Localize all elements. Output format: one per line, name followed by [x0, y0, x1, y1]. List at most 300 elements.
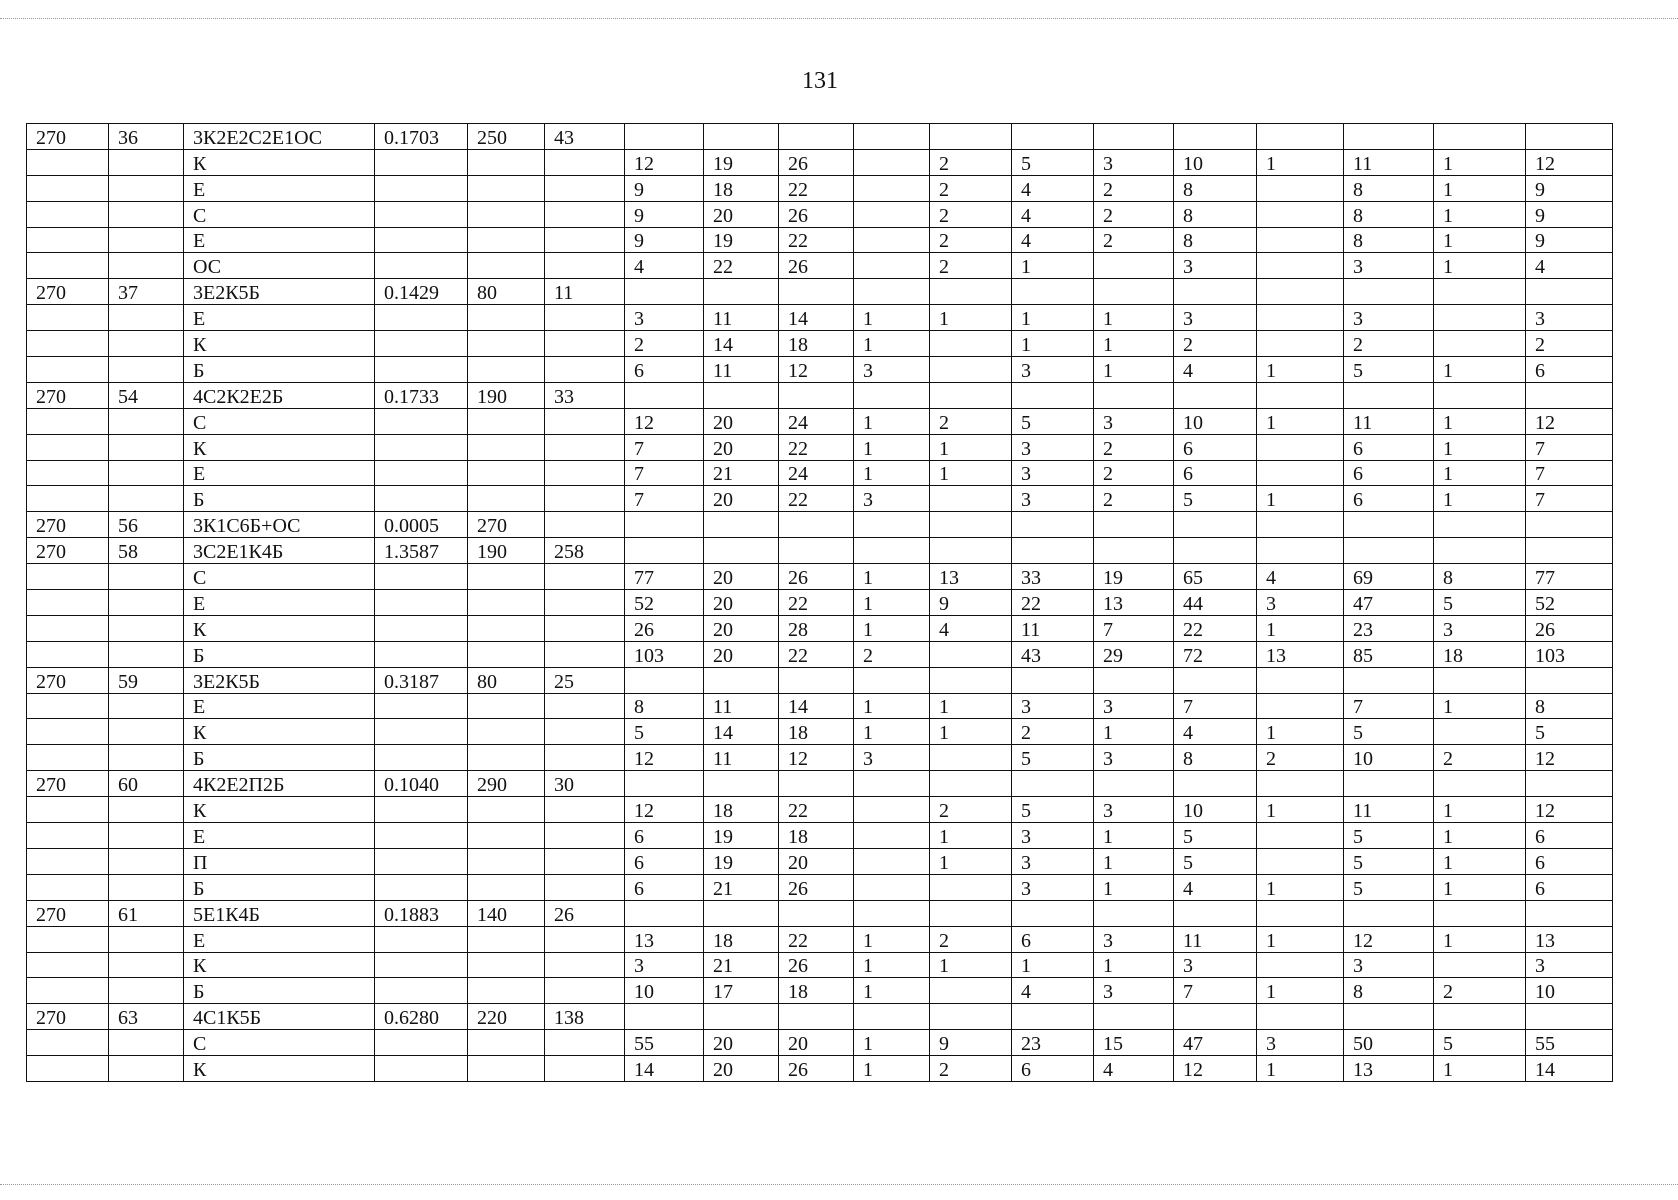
table-cell: [930, 279, 1012, 305]
table-cell: [545, 978, 625, 1004]
table-cell: 7: [1174, 693, 1257, 719]
table-cell: 6: [1526, 848, 1613, 874]
table-cell: 1: [930, 305, 1012, 331]
table-cell: [854, 227, 930, 253]
table-cell: 2: [1257, 745, 1344, 771]
table-cell: 13: [1344, 1056, 1434, 1082]
table-cell: [109, 693, 184, 719]
table-cell: [375, 331, 468, 357]
table-cell: [1526, 1004, 1613, 1030]
table-cell: 12: [1526, 408, 1613, 434]
table-cell: 2: [1434, 978, 1526, 1004]
table-cell: 0.0005: [375, 512, 468, 538]
table-cell: 1: [1257, 926, 1344, 952]
table-cell: [375, 745, 468, 771]
table-cell: 7: [625, 460, 704, 486]
table-cell: 5: [1012, 797, 1094, 823]
table-cell: [930, 641, 1012, 667]
table-cell: 8: [1344, 175, 1434, 201]
table-cell: Е: [184, 590, 375, 616]
page-number: 131: [802, 68, 838, 94]
table-cell: 8: [1174, 201, 1257, 227]
table-cell: [930, 124, 1012, 150]
table-cell: [109, 227, 184, 253]
table-cell: [1174, 771, 1257, 797]
table-cell: К: [184, 719, 375, 745]
table-cell: 3: [1012, 848, 1094, 874]
table-cell: [1526, 667, 1613, 693]
table-cell: 36: [109, 124, 184, 150]
table-cell: 6: [1344, 460, 1434, 486]
table-cell: [109, 434, 184, 460]
table-cell: [27, 331, 109, 357]
table-cell: 270: [27, 1004, 109, 1030]
table-cell: 20: [704, 408, 779, 434]
table-cell: 4: [1094, 1056, 1174, 1082]
table-cell: 10: [1344, 745, 1434, 771]
table-cell: [704, 771, 779, 797]
table-cell: 30: [545, 771, 625, 797]
table-cell: [854, 175, 930, 201]
table-cell: [930, 486, 1012, 512]
table-cell: 6: [1344, 486, 1434, 512]
table-cell: [375, 719, 468, 745]
table-cell: [1257, 331, 1344, 357]
table-cell: 1: [1434, 797, 1526, 823]
table-cell: 9: [1526, 175, 1613, 201]
table-cell: [109, 486, 184, 512]
table-cell: 1: [1257, 149, 1344, 175]
table-cell: 1: [1257, 615, 1344, 641]
table-cell: 8: [1174, 227, 1257, 253]
scan-edge-top: [0, 18, 1678, 19]
table-cell: 2: [1174, 331, 1257, 357]
table-cell: 5: [1174, 823, 1257, 849]
table-cell: [1257, 175, 1344, 201]
table-cell: [109, 1030, 184, 1056]
table-cell: [1094, 253, 1174, 279]
table-cell: [1344, 771, 1434, 797]
table-row: [27, 382, 1613, 408]
table-cell: 258: [545, 538, 625, 564]
table-row: [27, 512, 1613, 538]
table-cell: [27, 305, 109, 331]
table-cell: 6: [1526, 874, 1613, 900]
table-cell: 11: [704, 357, 779, 383]
table-cell: [930, 978, 1012, 1004]
table-row: [27, 460, 1613, 486]
table-cell: [27, 590, 109, 616]
table-cell: [27, 641, 109, 667]
table-cell: [27, 719, 109, 745]
table-cell: [27, 874, 109, 900]
table-cell: 2: [1094, 227, 1174, 253]
table-cell: Е: [184, 175, 375, 201]
table-cell: [1526, 382, 1613, 408]
table-row: [27, 823, 1613, 849]
table-cell: [1434, 331, 1526, 357]
table-cell: 5: [1012, 408, 1094, 434]
table-cell: 20: [704, 590, 779, 616]
table-row: [27, 253, 1613, 279]
table-cell: 26: [779, 149, 854, 175]
table-cell: [930, 667, 1012, 693]
table-cell: [545, 590, 625, 616]
table-cell: 0.3187: [375, 667, 468, 693]
table-cell: [1257, 667, 1344, 693]
table-cell: [109, 331, 184, 357]
table-cell: 5: [1174, 486, 1257, 512]
table-cell: 2: [1526, 331, 1613, 357]
table-cell: 22: [779, 227, 854, 253]
table-cell: 23: [1344, 615, 1434, 641]
table-cell: [375, 848, 468, 874]
table-cell: 1: [1257, 1056, 1344, 1082]
table-cell: [545, 175, 625, 201]
table-cell: 13: [1526, 926, 1613, 952]
table-cell: 1: [854, 305, 930, 331]
table-cell: 1: [1434, 693, 1526, 719]
table-cell: [375, 978, 468, 1004]
table-cell: [1094, 900, 1174, 926]
table-cell: 6: [1526, 823, 1613, 849]
table-cell: [1257, 434, 1344, 460]
table-cell: 0.1040: [375, 771, 468, 797]
table-cell: 12: [625, 408, 704, 434]
table-cell: 190: [468, 382, 545, 408]
table-cell: 22: [779, 175, 854, 201]
table-cell: [109, 253, 184, 279]
table-cell: [779, 279, 854, 305]
table-cell: 33: [1012, 564, 1094, 590]
table-cell: [1012, 124, 1094, 150]
table-cell: 270: [27, 279, 109, 305]
table-cell: 3: [854, 357, 930, 383]
table-cell: [1094, 1004, 1174, 1030]
table-cell: 7: [1174, 978, 1257, 1004]
table-cell: 18: [779, 331, 854, 357]
table-cell: [375, 952, 468, 978]
table-cell: [1344, 512, 1434, 538]
table-row: [27, 900, 1613, 926]
table-cell: [1434, 538, 1526, 564]
table-cell: [468, 874, 545, 900]
table-cell: 3: [1012, 874, 1094, 900]
table-cell: 8: [1434, 564, 1526, 590]
table-cell: 2: [1094, 460, 1174, 486]
table-cell: 1: [1434, 408, 1526, 434]
table-cell: [1257, 771, 1344, 797]
table-cell: 37: [109, 279, 184, 305]
table-cell: 52: [625, 590, 704, 616]
table-cell: [1094, 124, 1174, 150]
table-cell: [375, 408, 468, 434]
table-cell: 2: [1094, 201, 1174, 227]
table-cell: [545, 848, 625, 874]
table-cell: [468, 1056, 545, 1082]
table-cell: 26: [779, 253, 854, 279]
table-cell: [854, 900, 930, 926]
table-cell: 18: [779, 978, 854, 1004]
table-cell: К: [184, 434, 375, 460]
table-cell: 60: [109, 771, 184, 797]
table-cell: [27, 486, 109, 512]
table-cell: 26: [779, 952, 854, 978]
table-cell: [1434, 667, 1526, 693]
table-cell: [375, 590, 468, 616]
table-cell: 0.1429: [375, 279, 468, 305]
table-cell: [109, 460, 184, 486]
table-cell: 21: [704, 460, 779, 486]
table-cell: [1526, 538, 1613, 564]
table-cell: 65: [1174, 564, 1257, 590]
table-cell: 6: [1174, 460, 1257, 486]
table-cell: 1: [1257, 357, 1344, 383]
table-cell: [704, 124, 779, 150]
table-cell: [930, 1004, 1012, 1030]
table-cell: 1: [1434, 149, 1526, 175]
table-row: [27, 124, 1613, 150]
table-cell: 26: [779, 564, 854, 590]
table-cell: [109, 357, 184, 383]
table-cell: 2: [930, 797, 1012, 823]
table-cell: [625, 667, 704, 693]
table-row: [27, 641, 1613, 667]
table-cell: 1: [854, 1056, 930, 1082]
table-cell: 1: [1257, 797, 1344, 823]
table-cell: 5: [1012, 745, 1094, 771]
table-cell: 5: [1344, 848, 1434, 874]
table-cell: [109, 149, 184, 175]
table-cell: 59: [109, 667, 184, 693]
table-cell: [27, 175, 109, 201]
table-cell: 3: [1526, 305, 1613, 331]
table-cell: [545, 1056, 625, 1082]
table-cell: [1174, 382, 1257, 408]
table-cell: 0.1703: [375, 124, 468, 150]
table-cell: [930, 331, 1012, 357]
scan-edge-bottom: [0, 1184, 1678, 1185]
table-cell: 13: [930, 564, 1012, 590]
table-cell: 77: [1526, 564, 1613, 590]
table-cell: 1: [1094, 719, 1174, 745]
table-cell: [468, 460, 545, 486]
table-cell: [545, 641, 625, 667]
table-cell: [468, 175, 545, 201]
table-cell: 2: [1012, 719, 1094, 745]
table-body: [27, 124, 1613, 1082]
table-cell: 1: [854, 719, 930, 745]
table-cell: [27, 434, 109, 460]
table-cell: 15: [1094, 1030, 1174, 1056]
table-cell: [375, 615, 468, 641]
table-cell: [854, 771, 930, 797]
table-cell: 26: [545, 900, 625, 926]
table-cell: 11: [704, 693, 779, 719]
table-cell: [27, 693, 109, 719]
table-cell: 19: [704, 823, 779, 849]
table-cell: [545, 1030, 625, 1056]
table-cell: 23: [1012, 1030, 1094, 1056]
table-cell: 5: [1526, 719, 1613, 745]
table-cell: [1434, 900, 1526, 926]
table-cell: 1: [854, 331, 930, 357]
table-cell: 5: [1434, 1030, 1526, 1056]
table-cell: [779, 1004, 854, 1030]
table-cell: 10: [1174, 797, 1257, 823]
table-cell: 1: [854, 564, 930, 590]
table-cell: [854, 512, 930, 538]
table-cell: 3: [1174, 305, 1257, 331]
table-cell: [1012, 900, 1094, 926]
table-cell: 7: [625, 434, 704, 460]
table-cell: [1257, 460, 1344, 486]
table-cell: [779, 667, 854, 693]
table-cell: 3: [854, 745, 930, 771]
table-cell: 4: [1174, 874, 1257, 900]
table-cell: 1: [930, 848, 1012, 874]
table-cell: [1257, 305, 1344, 331]
table-cell: [1434, 719, 1526, 745]
table-cell: [545, 149, 625, 175]
table-cell: С: [184, 564, 375, 590]
table-cell: С: [184, 408, 375, 434]
table-cell: [930, 900, 1012, 926]
table-cell: Е: [184, 926, 375, 952]
table-cell: [375, 434, 468, 460]
table-cell: [930, 382, 1012, 408]
table-cell: Б: [184, 641, 375, 667]
table-row: [27, 590, 1613, 616]
table-cell: Е: [184, 460, 375, 486]
table-cell: 4: [1174, 357, 1257, 383]
table-cell: [375, 460, 468, 486]
table-cell: [1174, 512, 1257, 538]
table-cell: [468, 978, 545, 1004]
table-cell: [27, 408, 109, 434]
table-cell: 19: [1094, 564, 1174, 590]
table-cell: 6: [625, 357, 704, 383]
table-cell: 19: [704, 149, 779, 175]
table-cell: 12: [1526, 745, 1613, 771]
table-row: [27, 874, 1613, 900]
table-cell: 3: [1174, 952, 1257, 978]
table-cell: 1: [930, 460, 1012, 486]
table-cell: [1434, 771, 1526, 797]
table-cell: 3: [1012, 357, 1094, 383]
table-row: [27, 1004, 1613, 1030]
table-cell: 5: [1344, 823, 1434, 849]
table-cell: 1: [854, 408, 930, 434]
table-row: [27, 408, 1613, 434]
table-cell: 7: [1526, 486, 1613, 512]
table-row: [27, 719, 1613, 745]
table-cell: 1: [930, 952, 1012, 978]
table-cell: [109, 641, 184, 667]
table-cell: [468, 719, 545, 745]
table-cell: 1: [1434, 874, 1526, 900]
table-cell: 72: [1174, 641, 1257, 667]
table-cell: 2: [930, 175, 1012, 201]
table-cell: [468, 823, 545, 849]
table-cell: [1434, 952, 1526, 978]
table-cell: 11: [1344, 797, 1434, 823]
table-cell: [27, 460, 109, 486]
table-cell: [27, 615, 109, 641]
table-cell: 18: [779, 823, 854, 849]
table-cell: 1: [1434, 848, 1526, 874]
table-cell: [625, 771, 704, 797]
table-cell: [468, 1030, 545, 1056]
table-cell: 22: [779, 797, 854, 823]
table-cell: 8: [1174, 175, 1257, 201]
table-row: [27, 486, 1613, 512]
table-cell: 8: [1174, 745, 1257, 771]
table-cell: 6: [1526, 357, 1613, 383]
table-cell: 2: [930, 408, 1012, 434]
table-cell: 25: [545, 667, 625, 693]
table-cell: [109, 978, 184, 1004]
table-cell: [109, 175, 184, 201]
table-cell: 19: [704, 227, 779, 253]
table-row: [27, 331, 1613, 357]
table-cell: [779, 538, 854, 564]
table-cell: К: [184, 1056, 375, 1082]
table-row: [27, 305, 1613, 331]
table-cell: [545, 227, 625, 253]
table-cell: 22: [779, 486, 854, 512]
table-cell: 3: [625, 952, 704, 978]
table-cell: 4: [1526, 253, 1613, 279]
table-cell: 1: [1094, 848, 1174, 874]
table-cell: [930, 512, 1012, 538]
table-cell: [854, 124, 930, 150]
table-cell: [375, 175, 468, 201]
table-cell: [1526, 512, 1613, 538]
table-cell: 18: [704, 175, 779, 201]
table-cell: [375, 253, 468, 279]
table-cell: 270: [27, 382, 109, 408]
table-cell: 11: [1012, 615, 1094, 641]
table-cell: 11: [1174, 926, 1257, 952]
table-cell: 20: [704, 201, 779, 227]
table-cell: [375, 486, 468, 512]
table-cell: 11: [1344, 408, 1434, 434]
table-cell: [375, 693, 468, 719]
table-cell: 17: [704, 978, 779, 1004]
table-row: [27, 848, 1613, 874]
table-cell: 13: [1094, 590, 1174, 616]
table-cell: К: [184, 797, 375, 823]
table-cell: 26: [625, 615, 704, 641]
table-cell: [1257, 382, 1344, 408]
table-cell: 63: [109, 1004, 184, 1030]
table-cell: [1344, 124, 1434, 150]
table-cell: [1174, 1004, 1257, 1030]
table-cell: 9: [930, 1030, 1012, 1056]
table-cell: 1: [930, 434, 1012, 460]
table-cell: 3С2Е1К4Б: [184, 538, 375, 564]
table-cell: [545, 693, 625, 719]
table-cell: [1012, 279, 1094, 305]
table-cell: 3: [625, 305, 704, 331]
table-cell: 4: [1174, 719, 1257, 745]
table-cell: 2: [930, 1056, 1012, 1082]
table-cell: 1: [1257, 719, 1344, 745]
table-cell: [1257, 253, 1344, 279]
table-cell: 12: [625, 149, 704, 175]
table-cell: 18: [1434, 641, 1526, 667]
